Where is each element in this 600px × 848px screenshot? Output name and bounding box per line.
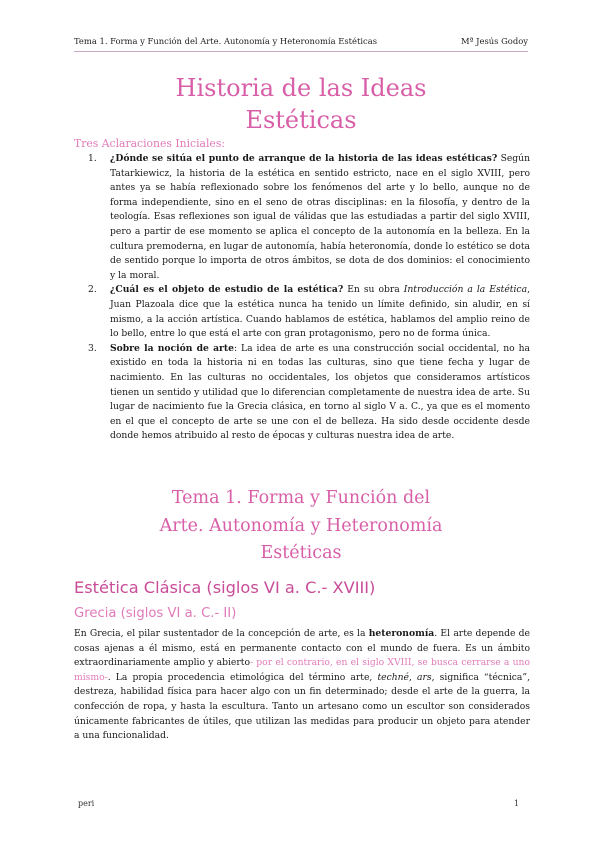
running-header (74, 35, 528, 49)
para-text: En Grecia, el pilar sustentador de la concepción de arte, es la (74, 628, 369, 639)
footer-left-text: peri (78, 799, 95, 808)
section-title (74, 485, 528, 568)
header-course-title: Tema 1. Forma y Función del Arte. Autonomía y Heteronomía Estéticas (74, 36, 378, 46)
page-title-line1: Historia de las Ideas (175, 74, 427, 102)
heading-greece: Grecia (siglos VI a. C.- II) (74, 606, 237, 621)
list-item-body (110, 152, 530, 283)
heading-classical-aesthetics: Estética Clásica (siglos VI a. C.- XVIII) (74, 578, 376, 597)
list-item-number: 2. (88, 284, 97, 296)
list-item-body (110, 283, 530, 341)
greece-paragraph (74, 627, 530, 744)
para-text: . El arte depende de cosas ajenas a él mismo, está en permanente contacto con el mundo de fuera. Es un ámbito extraordinariamente amplio y abierto (74, 628, 530, 669)
list-item-text: : La idea de arte es una construcción social occidental, no ha existido en toda la historia ni en todas las culturas, sino que tiene fecha y lugar de nacimiento. En las culturas no occidentales, los objetos que consideramos artísticos tienen un sentido y utilidad que lo diferencian completamente de nuestra idea de arte. Su lugar de nacimiento fue la Grecia clásica, en torno al siglo V a. C., ya que es el momento en el que el concepto de arte se une con el de belleza. Ha sido desde occidente desde donde hemos atribuido al resto de épocas y culturas nuestra idea de arte. (110, 342, 530, 442)
para-term-techne: techné (377, 671, 409, 683)
page-number: 1 (514, 799, 520, 808)
list-item-heading: ¿Cuál es el objeto de estudio de la estética? (110, 284, 344, 296)
list-item-text-pre: En su obra (343, 284, 404, 296)
section-title-line2: Arte. Autonomía y Heteronomía (159, 515, 443, 536)
list-item-text: Según Tatarkiewicz, la historia de la estética en sentido estricto, nace en el siglo XVIII, pero antes ya se había reflexionado sobre los fenómenos del arte y lo bello, aunque no de forma independiente, sino en el seno de otras disciplinas: en la filosofía, y dentro de la teología. Esas reflexiones son igual de válidas que las estudiadas a partir del siglo XVIII, pero a partir de ese momento se aplica el concepto de la autonomía en la belleza. En la cultura premoderna, en lugar de autonomía, había heteronomía, donde lo estético se dota de sentido porque lo importa de otros ámbitos, se dota de dos dominios: el conocimiento y la moral. (110, 153, 531, 281)
section-title-line1: Tema 1. Forma y Función del (171, 488, 431, 508)
para-bold-term: heteronomía (368, 628, 435, 639)
list-item (74, 283, 530, 341)
intro-label: Tres Aclaraciones Iniciales: (74, 137, 226, 150)
list-item-body (110, 342, 530, 444)
clarifications-list (74, 152, 530, 444)
list-item-text-post: , Juan Plazoala dice que la estética nunca ha tenido un límite definido, sin aludir, en sí mismo, a la acción artística. Cuando hablamos de estética, hablamos del amplio reino de lo bello, entre lo que está el arte con gran protagonismo, pero no de forma única. (110, 284, 530, 340)
header-author: Mª Jesús Godoy (460, 36, 528, 46)
list-item-number: 3. (88, 342, 97, 354)
para-term-ars: ars (417, 671, 432, 683)
para-highlight: - por el contrario, en el siglo XVIII, se busca cerrarse a uno mismo- (74, 657, 530, 683)
list-item (74, 152, 530, 283)
list-item-heading: ¿Dónde se sitúa el punto de arranque de la historia de las ideas estéticas? (110, 153, 498, 164)
para-text: . La propia procedencia etimológica del término arte, (107, 671, 378, 683)
list-item-heading: Sobre la noción de arte (110, 342, 234, 354)
list-item-number: 1. (88, 153, 97, 164)
para-text: , (409, 671, 418, 683)
para-text: , significa “técnica”, destreza, habilidad física para hacer algo con un fin determinado; desde el arte de la guerra, la confección de ropa, y hasta la escultura. Tanto un artesano como un escultor son considerados únicamente fabricantes de útiles, que utilizan las medidas para producir un objeto para atender a una funcionalidad. (74, 671, 530, 742)
list-item (74, 342, 530, 444)
book-title: Introducción a la Estética (403, 284, 528, 296)
page-title (74, 72, 528, 136)
header-divider (74, 51, 528, 52)
section-title-line3: Estéticas (260, 543, 342, 563)
page-title-line2: Estéticas (245, 106, 357, 134)
